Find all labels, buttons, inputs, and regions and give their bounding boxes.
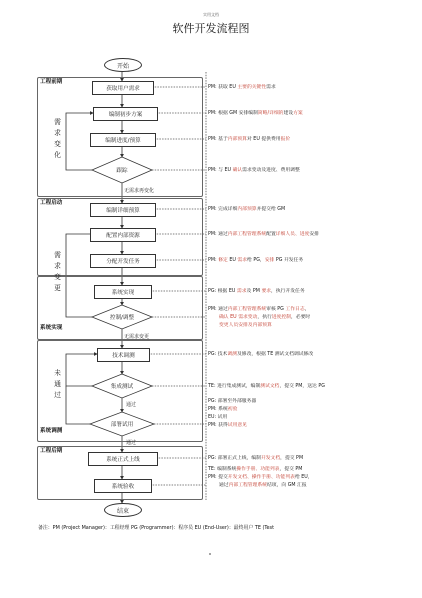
description-line	[208, 414, 227, 422]
description-line	[208, 306, 309, 314]
highlight-text: 开发文档、操作手册、功能列表	[227, 475, 295, 480]
highlight-text: 需求	[236, 289, 247, 294]
description-line	[208, 257, 303, 265]
plain-text: 给 PG，	[247, 258, 265, 263]
phase-label-debug: 系统调测	[40, 428, 63, 434]
highlight-text: 确认 EU	[219, 315, 239, 320]
description-line	[208, 110, 303, 118]
description-line	[208, 231, 319, 239]
highlight-text: 简略/详细的	[257, 111, 284, 116]
control-adjust-label: 控制/调整	[109, 315, 135, 321]
highlight-text: 进度控制	[271, 315, 291, 320]
plain-text: ，提交 PM，送达 PG	[279, 384, 325, 389]
edge-label-no-change-1: 无需求再变化	[124, 188, 155, 194]
plain-text: PM: 通过	[208, 232, 228, 237]
highlight-text: 方案	[293, 111, 303, 116]
system-impl-node: 系统实现	[94, 285, 152, 299]
plain-text: ，	[304, 307, 310, 312]
description-line	[219, 322, 272, 330]
plain-text: ，提交 PM	[279, 467, 303, 472]
highlight-text: 修定	[218, 258, 228, 263]
phase-label-planning2: 工程后期	[40, 448, 63, 454]
top-note: 实用文档	[203, 12, 219, 17]
plain-text: TE: 编制系统	[208, 467, 237, 472]
highlight-text: 操作手册、功能列表	[236, 467, 280, 472]
highlight-text: 调测	[227, 352, 237, 357]
highlight-text: 开发文档	[260, 456, 281, 461]
highlight-text: 初验	[227, 407, 238, 412]
plain-text: ，必要时	[291, 315, 311, 320]
plain-text: PG 开发任务	[274, 258, 304, 263]
description-line	[208, 351, 313, 359]
highlight-text: 内部工程管理系统	[227, 307, 267, 312]
description-line	[208, 406, 237, 414]
description-line	[208, 422, 247, 430]
start-node: 开始	[104, 58, 142, 72]
acceptance-node: 系统验收	[94, 479, 152, 493]
plain-text: 建设	[283, 111, 294, 116]
highlight-text: 内部工程管理系统	[228, 483, 267, 488]
description-line	[208, 398, 256, 406]
side-label-req-change2: 需求变更	[54, 251, 61, 292]
plain-text: 及修改，根据 TE 测试文档调试修改	[236, 352, 314, 357]
plain-text: 对 EU 提供费用	[246, 137, 281, 142]
plain-text: PM: 基于	[208, 137, 228, 142]
plain-text: PM: 根据 GM 安排编制	[208, 111, 258, 116]
plain-text: EU	[227, 258, 238, 263]
plain-text: PG: 根据 EU	[208, 289, 237, 294]
phase-label-startup: 工程启动	[40, 200, 63, 206]
plain-text: PM: 与 EU	[208, 168, 233, 173]
description-line	[208, 136, 290, 144]
highlight-text: 需求	[237, 258, 247, 263]
plain-text: 并提交给 GM	[256, 207, 286, 212]
highlight-text: 内部工程管理系统	[227, 232, 267, 237]
page-dot	[209, 553, 211, 555]
edge-label-pass-1: 通过	[126, 402, 137, 408]
detailed-budget-node: 编制详细预算	[90, 203, 156, 217]
highlight-text: 报价	[280, 137, 291, 142]
highlight-text: 内部预算	[227, 137, 247, 142]
description-line	[208, 455, 303, 463]
side-label-req-change1: 需求变化	[54, 118, 61, 159]
description-line	[208, 466, 302, 474]
description-line	[208, 167, 300, 175]
plain-text: 需求变动及进度、费用调整	[242, 168, 300, 173]
tech-debug-node: 技术调测	[97, 348, 150, 362]
plain-text: 审核 PG	[266, 307, 286, 312]
side-label-not-passed: 未通过	[54, 369, 61, 399]
plain-text: PM: 完成详细	[208, 207, 238, 212]
track-label: 跟踪	[116, 168, 128, 174]
edge-label-no-change-2: 无需求变更	[124, 334, 150, 340]
phase-label-implement: 系统实现	[40, 325, 63, 331]
draft-plan-node: 编制初步方案	[93, 107, 158, 121]
page-title: 软件开发流程图	[172, 22, 250, 35]
plain-text: PG: 部署至外部服务器	[208, 399, 257, 404]
phase-label-planning1: 工程前期	[40, 79, 63, 85]
plain-text: PM: 通过	[208, 307, 228, 312]
highlight-text: 需求变动	[238, 315, 258, 320]
description-line	[208, 288, 305, 296]
plain-text: 配置	[266, 232, 276, 237]
plain-text: PM: 提交	[208, 475, 228, 480]
plain-text: PM: 获得	[208, 423, 228, 428]
description-line	[208, 206, 285, 214]
plain-text: 通过	[219, 483, 229, 488]
plain-text: 及 PM	[246, 289, 262, 294]
plain-text: 结项，向 GM 汇报	[267, 483, 307, 488]
formal-launch-node: 系统正式上线	[88, 452, 158, 466]
footnote: 备注：PM (Project Manager)：工程经理 PG (Programmer)：程序员 EU (End-User)：最终用户 TE (Test	[38, 525, 275, 531]
description-line	[219, 482, 307, 490]
allocate-resources-node: 配置内部资源	[90, 228, 156, 242]
description-line	[219, 314, 310, 322]
highlight-text: 要求	[261, 289, 272, 294]
plain-text: ，执行开发任务	[271, 289, 305, 294]
progress-budget-node: 编制进度/预算	[90, 133, 156, 147]
description-line	[208, 84, 276, 92]
plain-text: EU: 试用	[208, 415, 228, 420]
get-requirements-node: 获取用户需求	[92, 81, 154, 95]
description-line	[208, 474, 313, 482]
plain-text: 安排	[309, 232, 319, 237]
highlight-text: 变更人员安排及内部预算	[219, 323, 272, 328]
edge-label-pass-2: 通过	[126, 440, 137, 446]
plain-text: PM: 获取 EU	[208, 85, 238, 90]
deploy-trial-label: 部署试用	[110, 422, 134, 428]
highlight-text: 主要的关键性	[237, 85, 267, 90]
highlight-text: 工作日志	[285, 307, 305, 312]
highlight-text: 试用意见	[227, 423, 247, 428]
assign-tasks-node: 分配开发任务	[90, 254, 156, 268]
plain-text: 给 EU，	[294, 475, 313, 480]
plain-text: PM: 系统	[208, 407, 228, 412]
highlight-text: 确认	[232, 168, 243, 173]
integration-test-label: 集成测试	[110, 384, 134, 390]
plain-text: 需求	[266, 85, 276, 90]
plain-text: ，执行	[257, 315, 272, 320]
highlight-text: 详细人员、进度	[275, 232, 310, 237]
highlight-text: 内部预算	[237, 207, 257, 212]
plain-text: PG: 技术	[208, 352, 228, 357]
highlight-text: 安排	[264, 258, 275, 263]
end-node: 结束	[104, 503, 142, 517]
plain-text: PM:	[208, 258, 219, 263]
plain-text: TE: 进行集成测试，编制	[208, 384, 261, 389]
plain-text: PG: 部署正式上线，编制	[208, 456, 261, 461]
highlight-text: 测试文档	[260, 384, 280, 389]
description-line	[208, 383, 325, 391]
plain-text: ，提交 PM	[280, 456, 304, 461]
